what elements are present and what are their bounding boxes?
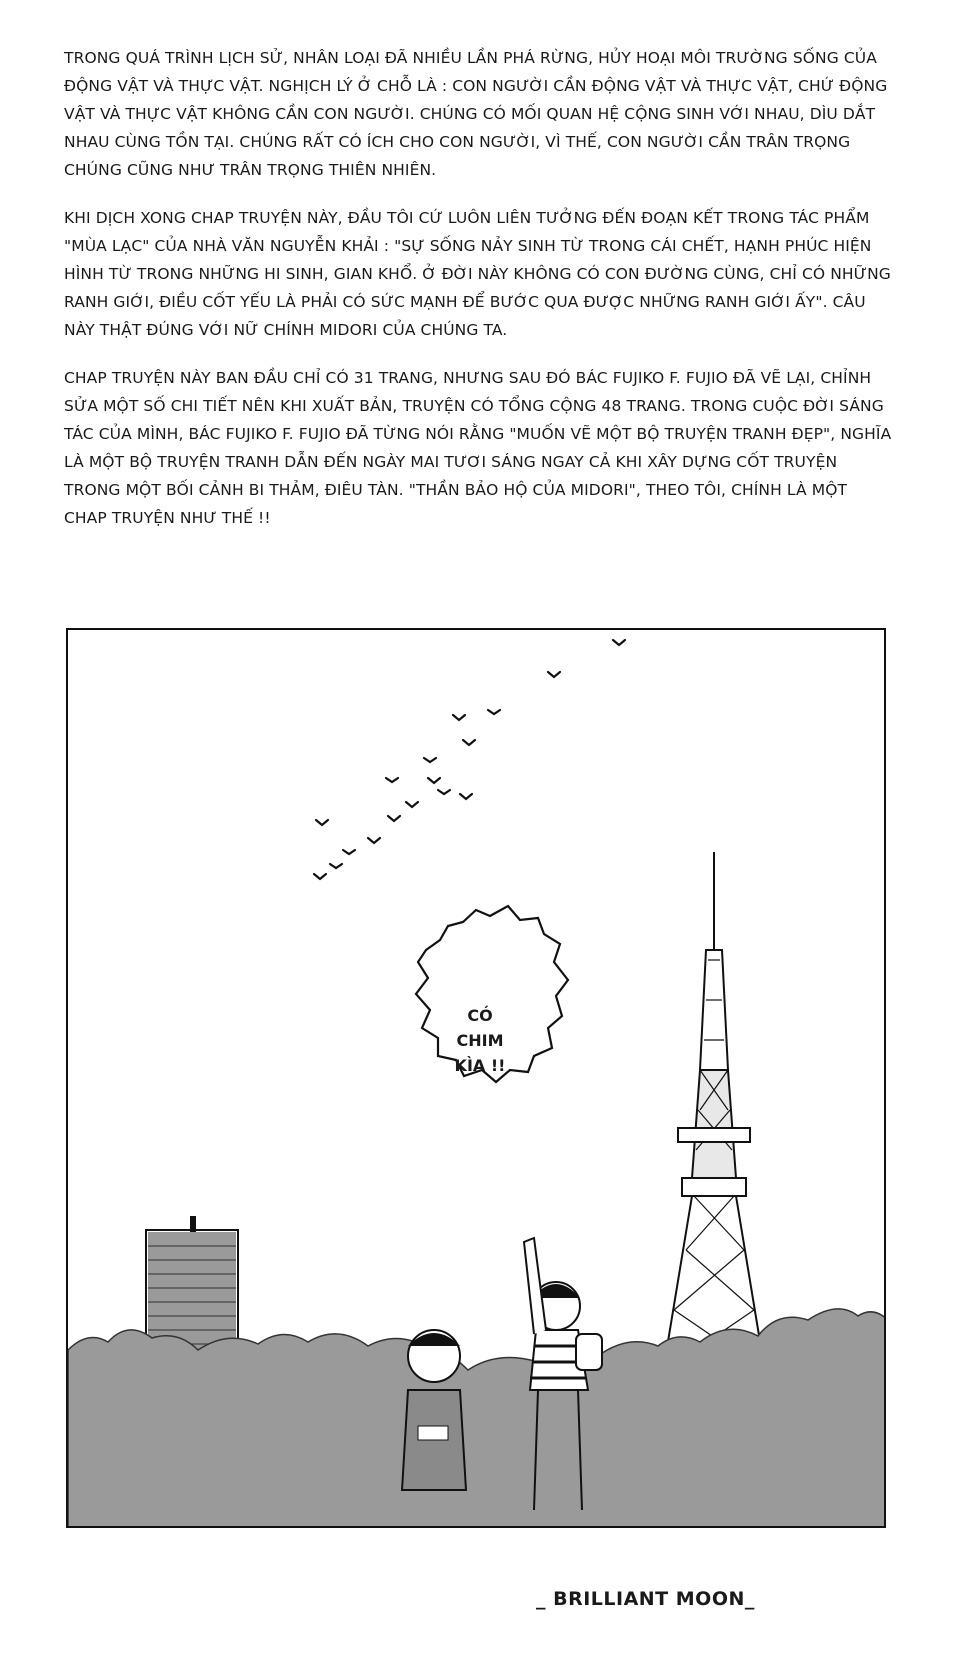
flock-of-birds: [314, 630, 712, 879]
manga-panel: [66, 628, 886, 1528]
translator-notes: [64, 44, 894, 552]
translator-credit: _ BRILLIANT MOON_: [536, 1588, 755, 1610]
note-paragraph-3: CHAP TRUYỆN NÀY BAN ĐẦU CHỈ CÓ 31 TRANG, NHƯNG SAU ĐÓ BÁC FUJIKO F. FUJIO ĐÃ VẼ LẠI, CHỈNH SỬA MỘT SỐ CHI TIẾT NÊN KHI XUẤT BẢN, TRUYỆN CÓ TỔNG CỘNG 48 TRANG. TRONG CUỘC ĐỜI SÁNG TÁC CỦA MÌNH, BÁC FUJIKO F. FUJIO ĐÃ TỪNG NÓI RẰNG "MUỐN VẼ MỘT BỘ TRUYỆN TRANH ĐẸP", NGHĨA LÀ MỘT BỘ TRUYỆN TRANH DẪN ĐẾN NGÀY MAI TƯƠI SÁNG NGAY CẢ KHI XÂY DỰNG CỐT TRUYỆN TRONG MỘT BỐI CẢNH BI THẢM, ĐIÊU TÀN. "THẦN BẢO HỘ CỦA MIDORI", THEO TÔI, CHÍNH LÀ MỘT CHAP TRUYỆN NHƯ THẾ !!: [64, 369, 892, 527]
speech-line-2: CHIM: [456, 1031, 504, 1050]
speech-balloon-text: [425, 1003, 535, 1078]
speech-line-1: CÓ: [467, 1006, 493, 1025]
boy-with-backpack: [402, 1330, 466, 1490]
panel-illustration: [68, 630, 886, 1528]
note-paragraph-1: TRONG QUÁ TRÌNH LỊCH SỬ, NHÂN LOẠI ĐÃ NHIỀU LẦN PHÁ RỪNG, HỦY HOẠI MÔI TRƯỜNG SỐNG CỦA ĐỘNG VẬT VÀ THỰC VẬT. NGHỊCH LÝ Ở CHỖ LÀ : CON NGƯỜI CẦN ĐỘNG VẬT VÀ THỰC VẬT, CHỨ ĐỘNG VẬT VÀ THỰC VẬT KHÔNG CẦN CON NGƯỜI. CHÚNG CÓ MỐI QUAN HỆ CỘNG SINH VỚI NHAU, DÌU DẮT NHAU CÙNG TỒN TẠI. CHÚNG RẤT CÓ ÍCH CHO CON NGƯỜI, VÌ THẾ, CON NGƯỜI CẦN TRÂN TRỌNG CHÚNG CŨNG NHƯ TRÂN TRỌNG THIÊN NHIÊN.: [64, 49, 888, 179]
speech-line-3: KÌA !!: [454, 1056, 506, 1075]
note-paragraph-2: KHI DỊCH XONG CHAP TRUYỆN NÀY, ĐẦU TÔI CỨ LUÔN LIÊN TƯỞNG ĐẾN ĐOẠN KẾT TRONG TÁC PHẨM "MÙA LẠC" CỦA NHÀ VĂN NGUYỄN KHẢI : "SỰ SỐNG NẢY SINH TỪ TRONG CÁI CHẾT, HẠNH PHÚC HIỆN HÌNH TỪ TRONG NHỮNG HI SINH, GIAN KHỔ. Ở ĐỜI NÀY KHÔNG CÓ CON ĐƯỜNG CÙNG, CHỈ CÓ NHỮNG RANH GIỚI, ĐIỀU CỐT YẾU LÀ PHẢI CÓ SỨC MẠNH ĐỂ BƯỚC QUA ĐƯỢC NHỮNG RANH GIỚI ẤY". CÂU NÀY THẬT ĐÚNG VỚI NỮ CHÍNH MIDORI CỦA CHÚNG TA.: [64, 209, 891, 339]
tokyo-tower: [660, 852, 768, 1390]
